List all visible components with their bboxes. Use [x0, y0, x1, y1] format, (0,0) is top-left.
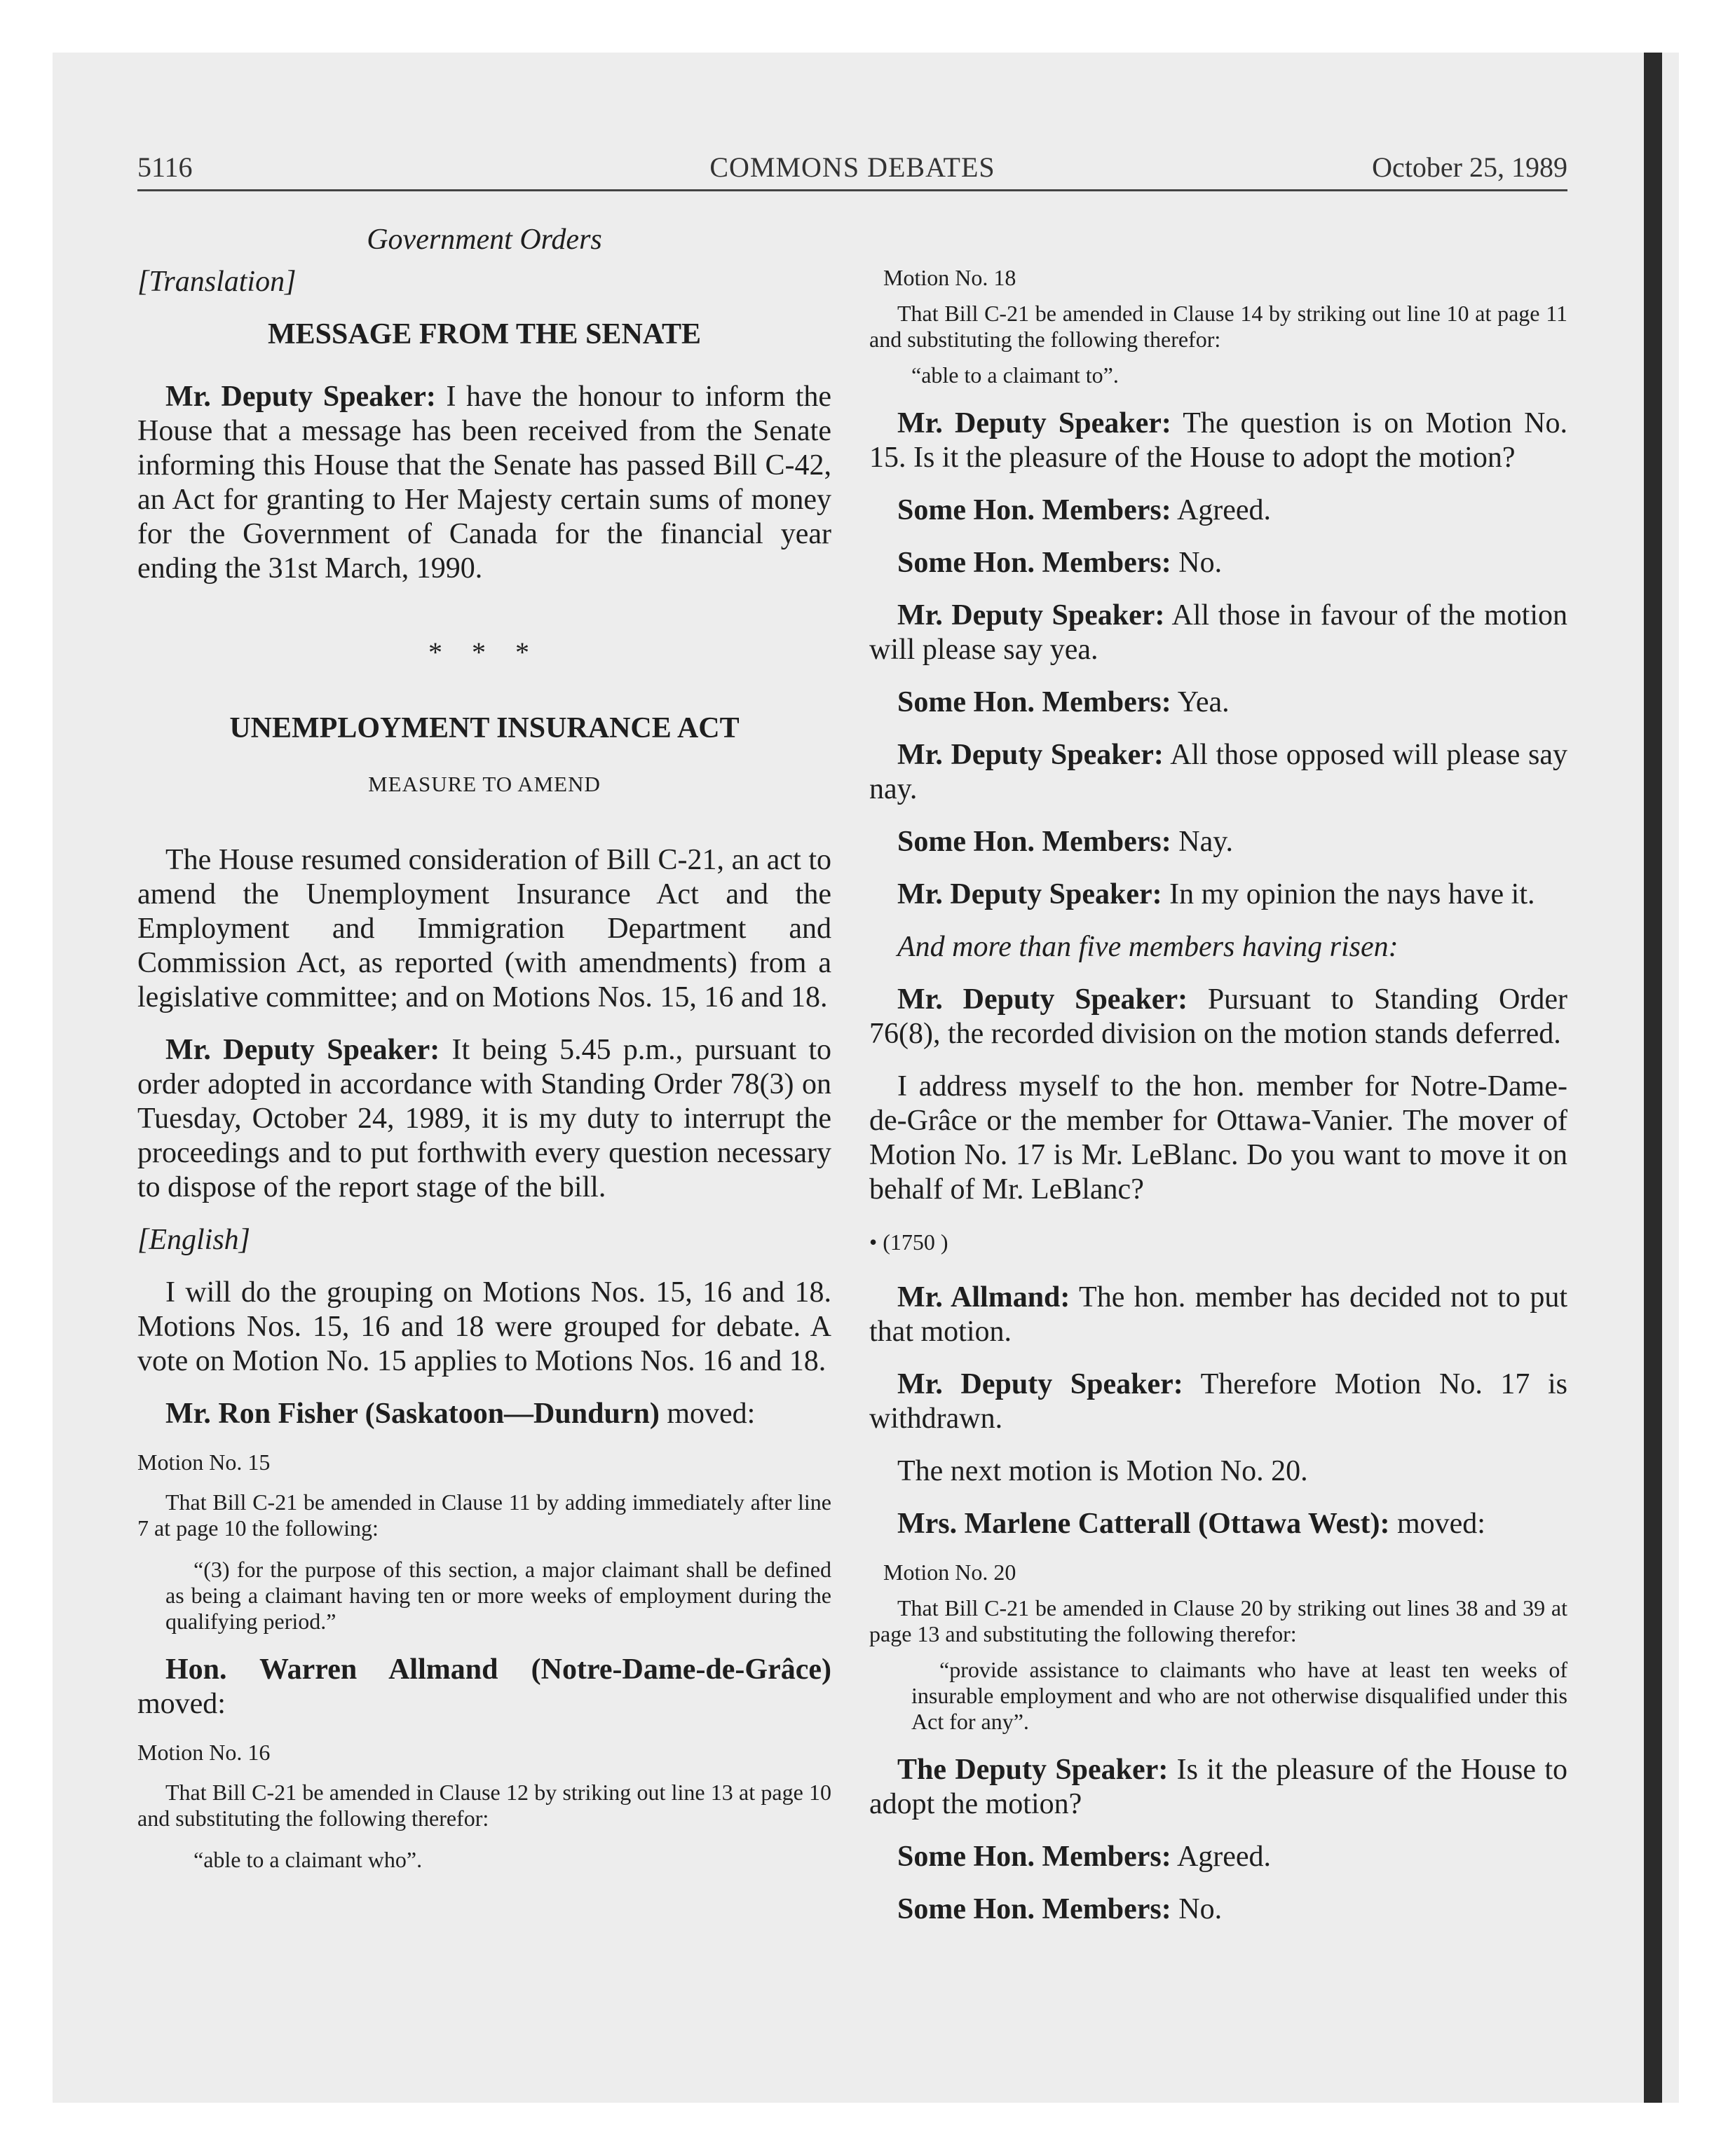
left-column — [137, 265, 831, 1891]
paragraph: I will do the grouping on Motions Nos. 15, 16 and 18. Motions Nos. 15, 16 and 18 were grouped for debate. A vote on Motion No. 15 applies to Motions Nos. 16 and 18. — [137, 1276, 831, 1377]
motion-quote: “able to a claimant to”. — [911, 362, 1119, 388]
speaker-name: Mr. Deputy Speaker: — [165, 381, 436, 413]
page-number: 5116 — [137, 151, 193, 183]
motion-quote: “provide assistance to claimants who have at least ten weeks of insurable employment and who are not otherwise disqualified under this Act for any”. — [911, 1657, 1567, 1734]
paragraph: The House resumed consideration of Bill C-21, an act to amend the Unemployment Insurance Act and the Employment and Immigration Department and Commission Act, as reported (with amendments) from a legislative committee; and on Motions Nos. 15, 16 and 18. — [137, 844, 831, 1014]
section-separator: * * * — [428, 636, 540, 668]
speaker-name: Mr. Deputy Speaker: — [897, 878, 1162, 910]
paragraph: Mr. Ron Fisher (Saskatoon—Dundurn) moved: — [165, 1398, 756, 1430]
speaker-name: Mrs. Marlene Catterall (Ottawa West): — [897, 1508, 1390, 1540]
speaker-name: Some Hon. Members: — [897, 1841, 1171, 1873]
motion-label: Motion No. 15 — [137, 1449, 271, 1475]
speaker-name: The Deputy Speaker: — [897, 1754, 1169, 1786]
motion-quote: “able to a claimant who”. — [193, 1847, 423, 1872]
motion-text: That Bill C-21 be amended in Clause 20 by striking out lines 38 and 39 at page 13 and substituting the following therefor: — [869, 1595, 1567, 1646]
stage-direction: And more than five members having risen: — [897, 931, 1399, 963]
scan-edge-shadow — [1644, 53, 1662, 2103]
paragraph: Mr. Deputy Speaker: I have the honour to inform the House that a message has been received from the Senate informing this House that the Senate has passed Bill C-42, an Act for granting to Her Majesty certain sums of money for the Government of Canada for the financial year ending the 31st March, 1990. — [137, 381, 831, 585]
speaker-name: Mr. Deputy Speaker: — [165, 1034, 440, 1066]
motion-label: Motion No. 16 — [137, 1740, 271, 1765]
motion-quote: “(3) for the purpose of this section, a major claimant shall be defined as being a claimant having ten or more weeks of employment during the qualifying period.” — [165, 1557, 831, 1634]
motion-text: That Bill C-21 be amended in Clause 12 by striking out line 13 at page 10 and substituting the following therefor: — [137, 1780, 831, 1831]
motion-text: That Bill C-21 be amended in Clause 11 by adding immediately after line 7 at page 10 the following: — [137, 1489, 831, 1541]
speaker-name: Some Hon. Members: — [897, 494, 1171, 526]
paragraph: Mr. Deputy Speaker: All those in favour of the motion will please say yea. — [869, 599, 1567, 666]
paragraph: Mrs. Marlene Catterall (Ottawa West): moved: — [897, 1508, 1485, 1540]
paragraph: Some Hon. Members: No. — [897, 1893, 1223, 1925]
motion-label: Motion No. 18 — [883, 265, 1016, 290]
speaker-name: Mr. Deputy Speaker: — [897, 739, 1164, 771]
heading-unemployment-act: UNEMPLOYMENT INSURANCE ACT — [229, 712, 740, 744]
paragraph: Mr. Deputy Speaker: Therefore Motion No. 17 is withdrawn. — [869, 1368, 1567, 1435]
speaker-name: Mr. Deputy Speaker: — [897, 983, 1188, 1016]
paragraph: Some Hon. Members: Agreed. — [897, 494, 1272, 526]
paragraph: Mr. Deputy Speaker: All those opposed will please say nay. — [869, 739, 1567, 805]
paragraph: Mr. Deputy Speaker: Pursuant to Standing Order 76(8), the recorded division on the motion stands deferred. — [869, 983, 1567, 1050]
translation-tag: [Translation] — [137, 266, 297, 298]
paragraph: The next motion is Motion No. 20. — [897, 1455, 1308, 1487]
speaker-name: Mr. Deputy Speaker: — [897, 407, 1171, 439]
publication-title: COMMONS DEBATES — [709, 151, 995, 183]
right-column — [869, 265, 1567, 1945]
speaker-name: Mr. Deputy Speaker: — [897, 1368, 1183, 1400]
paragraph: Some Hon. Members: Yea. — [897, 686, 1230, 718]
speaker-name: Hon. Warren Allmand (Notre-Dame-de-Grâce) — [165, 1653, 831, 1686]
speaker-name: Some Hon. Members: — [897, 547, 1171, 579]
paragraph: Some Hon. Members: Nay. — [897, 826, 1234, 858]
section-title: Government Orders — [367, 224, 602, 256]
speaker-name: Some Hon. Members: — [897, 826, 1171, 858]
speaker-name: Some Hon. Members: — [897, 1893, 1171, 1925]
paragraph: I address myself to the hon. member for Notre-Dame-de-Grâce or the member for Ottawa-Vanier. The mover of Motion No. 17 is Mr. LeBlanc. Do you want to move it on behalf of Mr. LeBlanc? — [869, 1070, 1567, 1206]
time-marker: • (1750 ) — [869, 1229, 948, 1255]
speaker-name: Some Hon. Members: — [897, 686, 1171, 718]
subheading: MEASURE TO AMEND — [368, 772, 601, 796]
paragraph: Mr. Deputy Speaker: It being 5.45 p.m., pursuant to order adopted in accordance with Standing Order 78(3) on Tuesday, October 24, 1989, it is my duty to interrupt the proceedings and to put forthwith every question necessary to dispose of the report stage of the bill. — [137, 1034, 831, 1203]
paragraph: Some Hon. Members: Agreed. — [897, 1841, 1272, 1873]
running-header — [137, 140, 1567, 191]
motion-label: Motion No. 20 — [883, 1560, 1016, 1585]
speaker-name: Mr. Ron Fisher (Saskatoon—Dundurn) — [165, 1398, 660, 1430]
header-rule — [137, 189, 1567, 191]
paragraph: Some Hon. Members: No. — [897, 547, 1223, 579]
paragraph: The Deputy Speaker: Is it the pleasure of the House to adopt the motion? — [869, 1754, 1567, 1820]
paragraph: Mr. Deputy Speaker: The question is on Motion No. 15. Is it the pleasure of the House to adopt the motion? — [869, 407, 1567, 474]
speaker-name: Mr. Deputy Speaker: — [897, 599, 1165, 632]
publication-date: October 25, 1989 — [1372, 151, 1567, 183]
heading-senate: MESSAGE FROM THE SENATE — [267, 318, 702, 350]
paragraph: Mr. Allmand: The hon. member has decided not to put that motion. — [869, 1281, 1567, 1348]
motion-text: That Bill C-21 be amended in Clause 14 by striking out line 10 at page 11 and substituting the following therefor: — [869, 301, 1567, 352]
speaker-name: Mr. Allmand: — [897, 1281, 1070, 1314]
paragraph: Hon. Warren Allmand (Notre-Dame-de-Grâce) moved: — [137, 1653, 831, 1720]
english-tag: [English] — [137, 1224, 251, 1256]
paragraph: Mr. Deputy Speaker: In my opinion the nays have it. — [897, 878, 1535, 910]
